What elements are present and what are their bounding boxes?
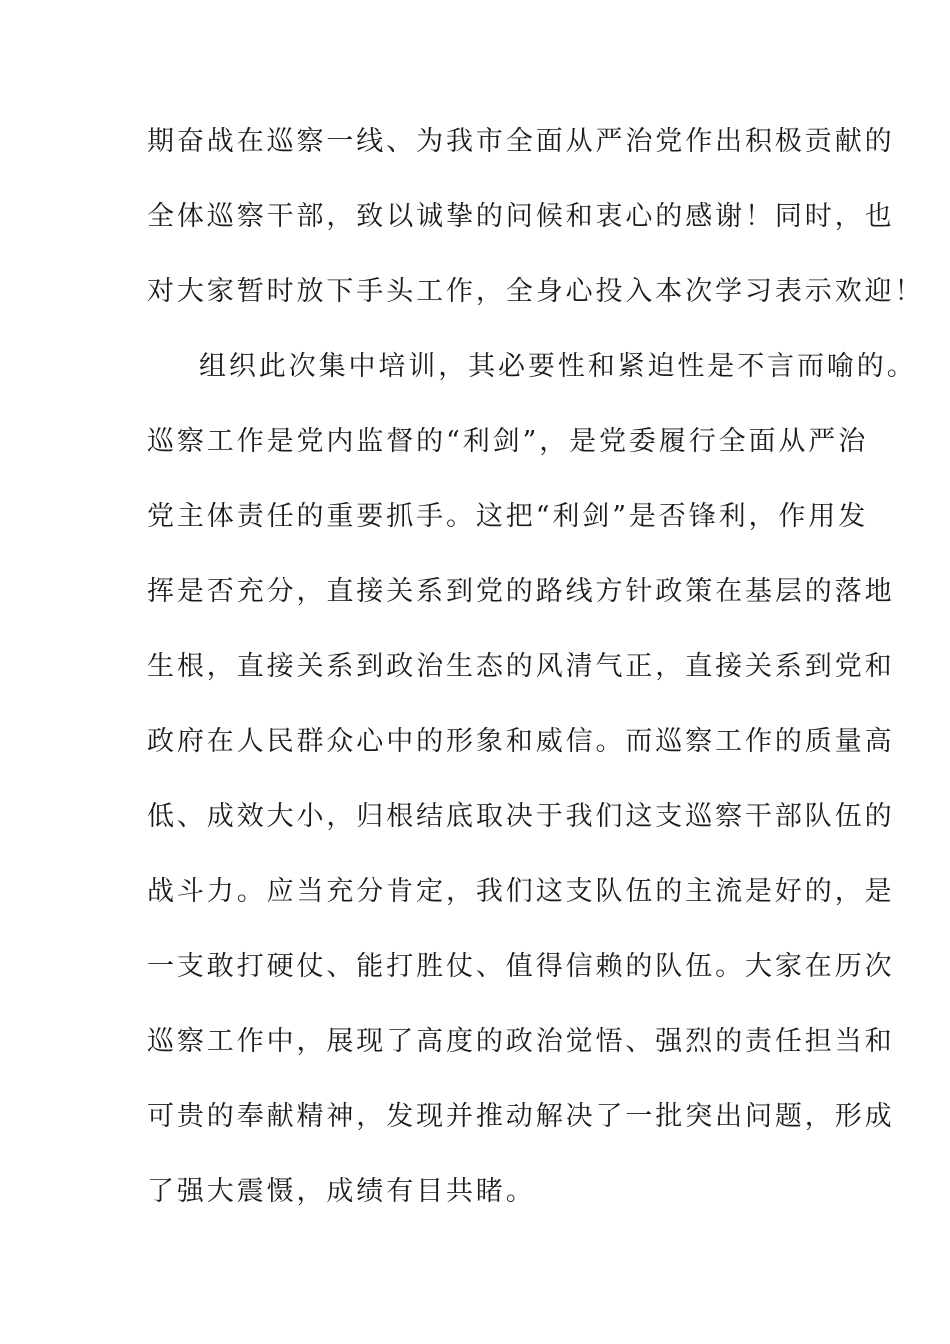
- text-line: 巡察工作是党内监督的“利剑”，是党委履行全面从严治: [147, 426, 869, 457]
- text-line: 全体巡察干部，致以诚挚的问候和衷心的感谢！同时，也: [147, 201, 895, 232]
- text-line: 生根，直接关系到政治生态的风清气正，直接关系到党和: [147, 651, 895, 682]
- text-line: 了强大震慑，成绩有目共睹。: [147, 1176, 536, 1207]
- text-line: 挥是否充分，直接关系到党的路线方针政策在基层的落地: [147, 576, 895, 607]
- text-line: 可贵的奉献精神，发现并推动解决了一批突出问题，形成: [147, 1101, 895, 1132]
- text-line: 对大家暂时放下手头工作，全身心投入本次学习表示欢迎！: [147, 276, 925, 307]
- text-line: 一支敢打硬仗、能打胜仗、值得信赖的队伍。大家在历次: [147, 951, 895, 982]
- text-line: 战斗力。应当充分肯定，我们这支队伍的主流是好的，是: [147, 876, 895, 907]
- text-line: 期奋战在巡察一线、为我市全面从严治党作出积极贡献的: [147, 126, 895, 157]
- text-line: 政府在人民群众心中的形象和威信。而巡察工作的质量高: [147, 726, 895, 757]
- paragraph-first-line: 组织此次集中培训，其必要性和紧迫性是不言而喻的。: [199, 351, 917, 382]
- text-line: 巡察工作中，展现了高度的政治觉悟、强烈的责任担当和: [147, 1026, 895, 1057]
- text-line: 低、成效大小，归根结底取决于我们这支巡察干部队伍的: [147, 801, 895, 832]
- text-line: 党主体责任的重要抓手。这把“利剑”是否锋利，作用发: [147, 501, 869, 532]
